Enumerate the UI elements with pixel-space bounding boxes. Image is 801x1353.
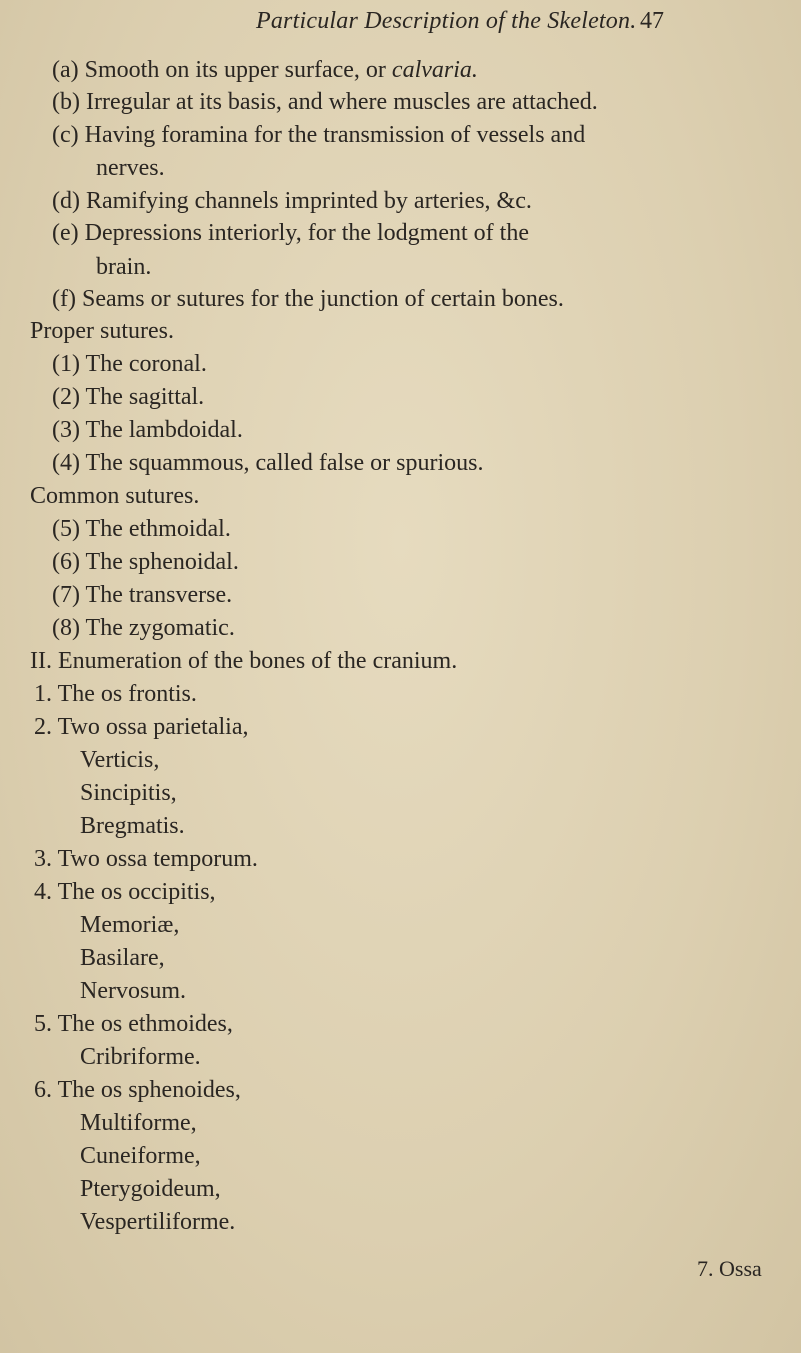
bone-item-1: 1. The os frontis.: [34, 681, 197, 707]
section-heading-ii: II. Enumeration of the bones of the cranium.: [30, 648, 458, 674]
suture-item-6: (6) The sphenoidal.: [52, 549, 239, 575]
running-title: Particular Description of the Skeleton.: [256, 8, 637, 34]
bone-synonym: Memoriæ,: [80, 912, 180, 938]
bone-item-4: 4. The os occipitis,: [34, 879, 216, 905]
text-line-e: (e) Depressions interiorly, for the lodgment of the: [52, 220, 529, 246]
suture-item-5: (5) The ethmoidal.: [52, 516, 231, 542]
suture-item-2: (2) The sagittal.: [52, 384, 205, 410]
suture-item-4: (4) The squammous, called false or spurious.: [52, 450, 484, 476]
bone-item-6: 6. The os sphenoides,: [34, 1077, 241, 1103]
bone-synonym: Multiforme,: [80, 1110, 197, 1136]
text-line-c: (c) Having foramina for the transmission of vessels and: [52, 122, 586, 148]
suture-item-7: (7) The transverse.: [52, 582, 233, 608]
suture-item-3: (3) The lambdoidal.: [52, 417, 243, 443]
bone-synonym: Verticis,: [80, 747, 160, 773]
text-line-f: (f) Seams or sutures for the junction of certain bones.: [52, 286, 564, 312]
text-line-d: (d) Ramifying channels imprinted by arteries, &c.: [52, 188, 532, 214]
bone-item-2: 2. Two ossa parietalia,: [34, 714, 249, 740]
bone-synonym: Sincipitis,: [80, 780, 177, 806]
bone-synonym: Vespertiliforme.: [80, 1209, 236, 1235]
text-line-a: (a) Smooth on its upper surface, or calvaria.: [52, 57, 478, 83]
text-line-e-continued: brain.: [96, 254, 152, 280]
suture-item-8: (8) The zygomatic.: [52, 615, 235, 641]
bone-synonym: Cuneiforme,: [80, 1143, 201, 1169]
suture-item-1: (1) The coronal.: [52, 351, 207, 377]
bone-item-3: 3. Two ossa temporum.: [34, 846, 258, 872]
bone-item-5: 5. The os ethmoides,: [34, 1011, 233, 1037]
bone-synonym: Bregmatis.: [80, 813, 185, 839]
text-line-c-continued: nerves.: [96, 155, 165, 181]
bone-synonym: Pterygoideum,: [80, 1176, 221, 1202]
heading-proper-sutures: Proper sutures.: [30, 318, 174, 344]
bone-synonym: Nervosum.: [80, 978, 186, 1004]
text-line-b: (b) Irregular at its basis, and where muscles are attached.: [52, 89, 598, 115]
bone-synonym: Basilare,: [80, 945, 165, 971]
heading-common-sutures: Common sutures.: [30, 483, 200, 509]
catchword: 7. Ossa: [697, 1256, 762, 1281]
bone-synonym: Cribriforme.: [80, 1044, 201, 1070]
page-number: 47: [640, 8, 664, 34]
running-header: [0, 8, 801, 42]
